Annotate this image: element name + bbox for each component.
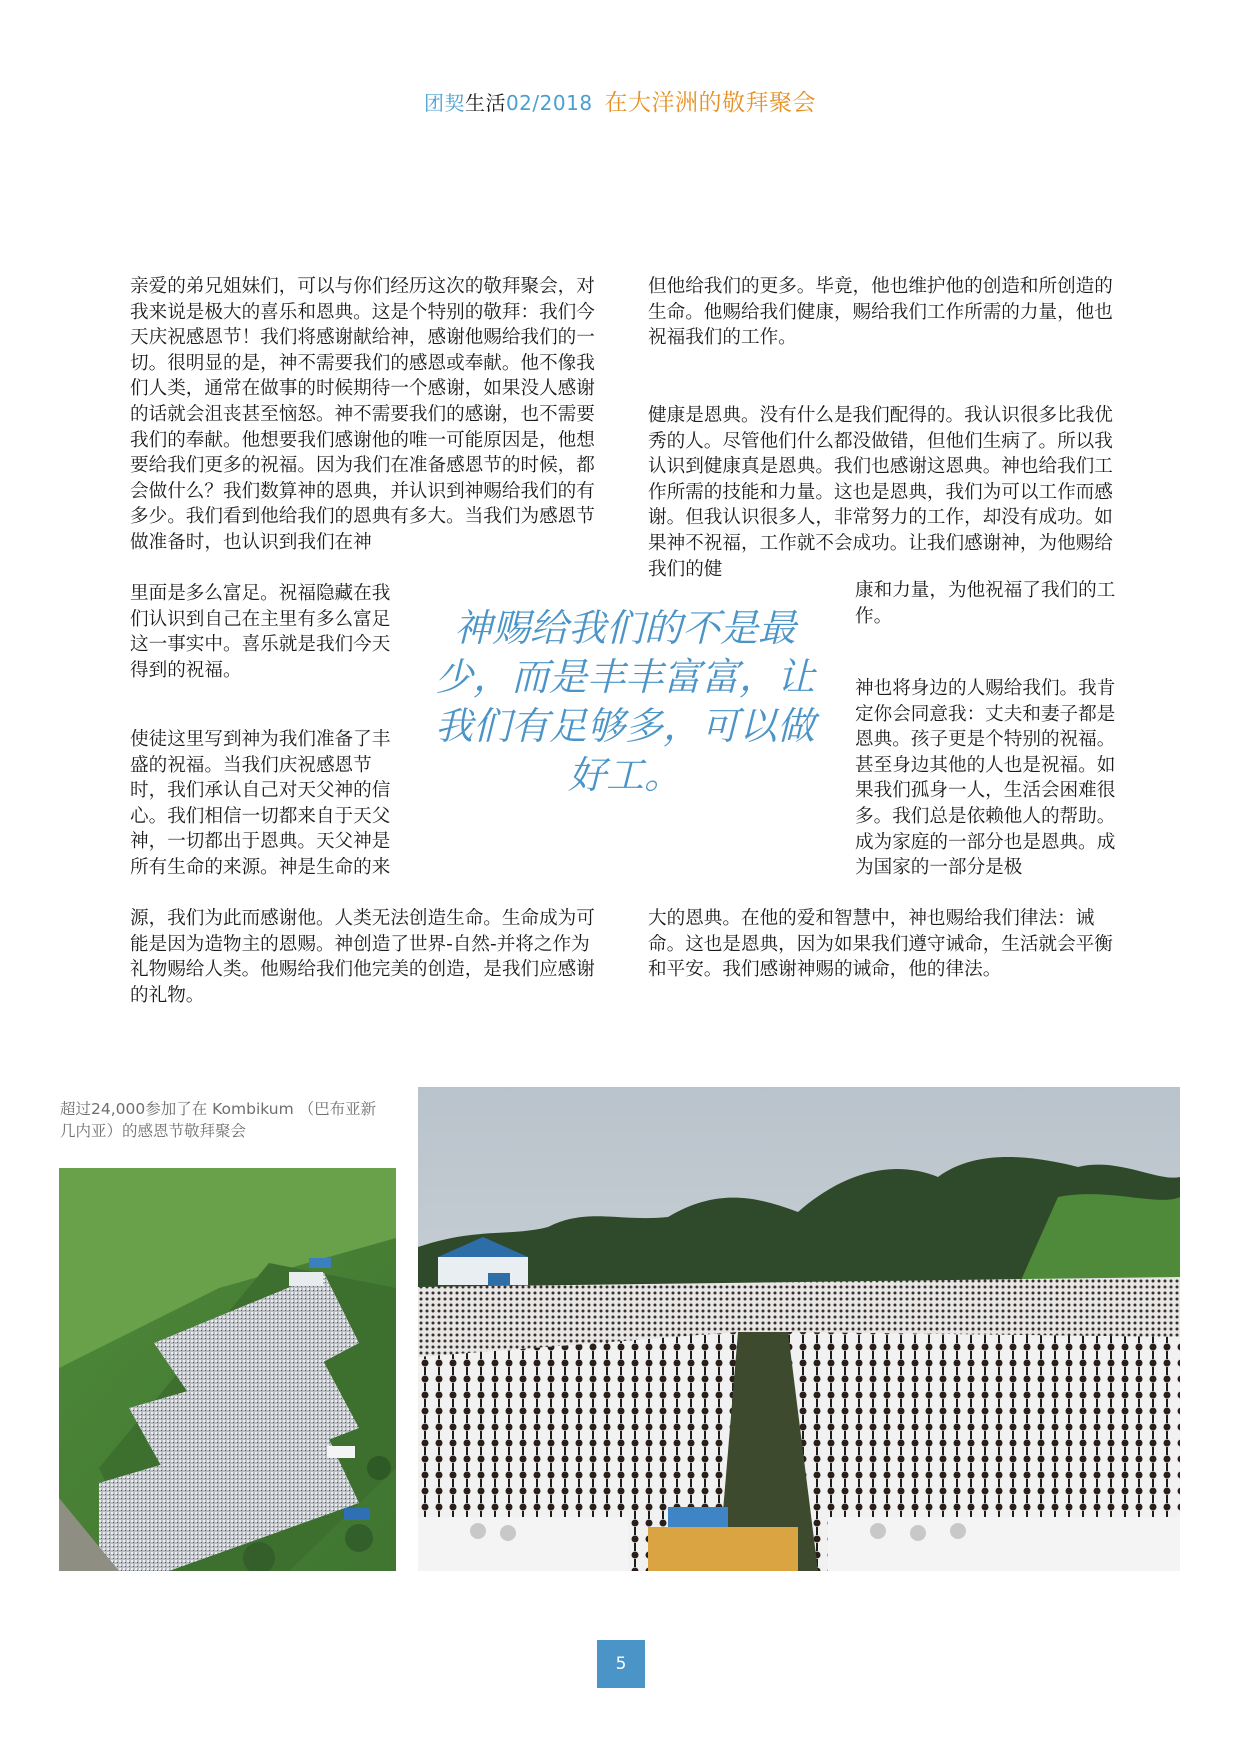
- issue-number: 02/2018: [505, 91, 593, 115]
- body-paragraph: 里面是多么富足。祝福隐藏在我们认识到自己在主里有多么富足这一事实中。喜乐就是我们今天得到的祝福。: [130, 583, 391, 681]
- crowd-photo: [418, 1087, 1180, 1571]
- pull-quote: 神赐给我们的不是最少，而是丰丰富富，让我们有足够多，可以做好工。: [434, 606, 815, 797]
- body-paragraph: 亲爱的弟兄姐妹们，可以与你们经历这次的敬拜聚会，对我来说是极大的喜乐和恩典。这是个特别的敬拜：我们今天庆祝感恩节！我们将感谢献给神，感谢他赐给我们的一切。很明显的是，神不需要我们的感恩或奉献。他不像我们人类，通常在做事的时候期待一个感谢，如果没人感谢的话就会沮丧甚至恼怒。神不需要我们的感谢，也不需要我们的奉献。他想要我们感谢他的唯一可能原因是，他想要给我们更多的祝福。因为我们在准备感恩节的时候，都会做什么？我们数算神的恩典，并认识到神赐给我们的有多少。我们看到他给我们的恩典有多大。当我们为感恩节做准备时，也认识到我们在神: [130, 276, 595, 553]
- article-title: 在大洋洲的敬拜聚会: [604, 90, 817, 116]
- body-paragraph: 神也将身边的人赐给我们。我肯定你会同意我：丈夫和妻子都是恩典。孩子更是个特别的祝福。甚至身边其他的人也是祝福。如果我们孤身一人，生活会困难很多。我们总是依赖他人的帮助。成为家庭的一部分也是恩典。成为国家的一部分是极: [855, 678, 1116, 879]
- body-paragraph: 源，我们为此而感谢他。人类无法创造生命。生命成为可能是因为造物主的恩赐。神创造了世界-自然-并将之作为礼物赐给人类。他赐给我们他完美的创造，是我们应感谢的礼物。: [130, 908, 595, 1006]
- body-paragraph: 但他给我们的更多。毕竟，他也维护他的创造和所创造的生命。他赐给我们健康，赐给我们工作所需的力量，他也祝福我们的工作。: [648, 276, 1113, 349]
- body-paragraph: 大的恩典。在他的爱和智慧中，神也赐给我们律法：诫命。这也是恩典，因为如果我们遵守诫命，生活就会平衡和平安。我们感谢神赐的诫命，他的律法。: [648, 908, 1113, 981]
- page-number: 5: [597, 1640, 645, 1688]
- page-header: [0, 84, 1240, 117]
- body-paragraph: 使徒这里写到神为我们准备了丰盛的祝福。当我们庆祝感恩节时，我们承认自己对天父神的信心。我们相信一切都来自于天父神，一切都出于恩典。天父神是所有生命的来源。神是生命的来: [130, 729, 391, 878]
- body-paragraph: 康和力量，为他祝福了我们的工作。: [855, 580, 1116, 627]
- photo-caption: 超过24,000参加了在 Kombikum （巴布亚新几内亚）的感恩节敬拜聚会: [60, 1100, 377, 1140]
- magazine-name: 团契生活: [423, 91, 506, 115]
- body-paragraph: 健康是恩典。没有什么是我们配得的。我认识很多比我优秀的人。尽管他们什么都没做错，但他们生病了。所以我认识到健康真是恩典。我们也感谢这恩典。神也给我们工作所需的技能和力量。这也是恩典，我们为可以工作而感谢。但我认识很多人，非常努力的工作，却没有成功。如果神不祝福，工作就不会成功。让我们感谢神，为他赐给我们的健: [648, 405, 1113, 580]
- aerial-photo: [59, 1168, 396, 1571]
